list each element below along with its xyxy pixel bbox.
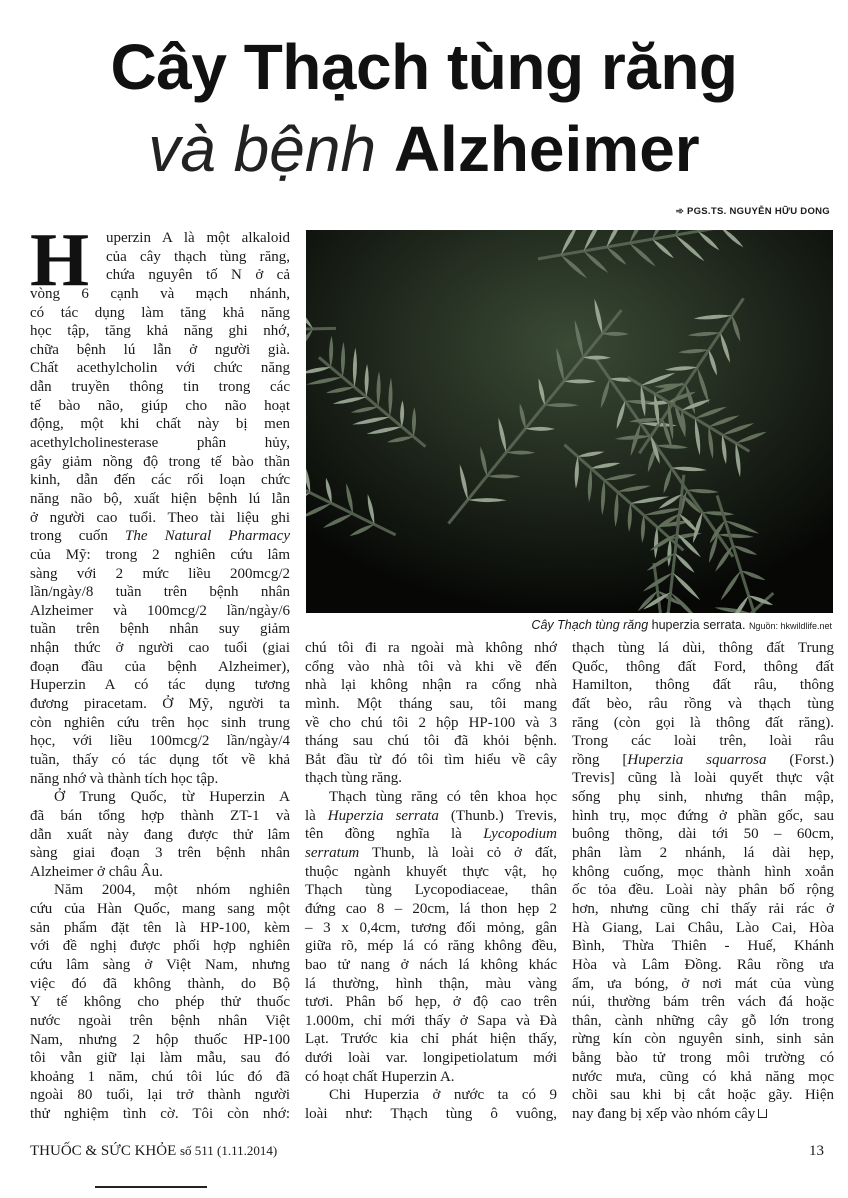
italic-term: Lycopodium <box>483 826 557 843</box>
footer-publication <box>30 1143 277 1160</box>
text-line: tôi vẫn giữ lại làm mẫu, sau đó <box>30 1050 290 1067</box>
text-line: thạch tùng răng. <box>305 770 403 787</box>
italic-term: Huperzia serrata <box>327 807 439 824</box>
text-line: 1.000m, chỉ mới thấy ở Sapa và Đà <box>305 1012 557 1029</box>
article-title-line1: Cây Thạch tùng răng <box>110 31 738 103</box>
page-number: 13 <box>809 1143 824 1159</box>
text-line: Hamilton, thông đất râu, thông <box>572 677 834 694</box>
text-line: Bắt đầu từ đó tôi tìm hiểu về cây <box>305 751 557 768</box>
text-line: cứu lâm sàng ở Việt Nam, nhưng <box>30 956 290 973</box>
drop-cap: H <box>30 218 90 302</box>
text-line: thạch tùng lá dùi, thông đất Trung <box>572 640 834 656</box>
text-line: chú tôi đi ra ngoài mà không nhớ <box>305 640 557 656</box>
byline <box>676 206 830 217</box>
text-line: học tập, tăng khả năng ghi nhớ, <box>30 323 290 340</box>
column-3 <box>572 639 834 1124</box>
text-line: học, với liều 100mcg/2 lần/ngày/4 <box>30 733 290 750</box>
text-line: cổng vào nhà tôi và khi về đến <box>305 658 557 675</box>
text-line: phân làm 2 nhánh, lá dài hẹp, <box>572 845 834 862</box>
text-line: núi, thường bám trên vách đá hoặc <box>572 994 834 1011</box>
column-1 <box>30 229 290 1124</box>
magazine-name: THUỐC & SỨC KHỎE <box>30 1143 177 1159</box>
text-line: nước mưa, cũng có khả năng mọc <box>572 1068 834 1085</box>
text-line: Trevis] cũng là loài quyết thực vật <box>572 770 834 787</box>
text-line: hơn, nhưng cũng chỉ thấy rải rác ở <box>572 900 834 917</box>
text-line: răng (còn gọi là thông đất răng). <box>572 714 834 731</box>
text-line: Quốc, thông đất Ford, thông đất <box>572 658 834 675</box>
text-line: chữa bệnh lú lẫn ở người già. <box>30 341 290 358</box>
text-line: loài như: Thạch tùng ô vuông, <box>305 1106 557 1123</box>
text-line: Ở Trung Quốc, từ Huperzin A <box>54 789 290 806</box>
text-line: vòng 6 cạnh và mạch nhánh, <box>30 285 290 302</box>
text-line: của cây thạch tùng răng, <box>106 248 290 265</box>
text-line: đất bèo, râu rồng và thạch tùng <box>572 695 834 712</box>
text-line: bằng bào tử trong môi trường có <box>572 1050 834 1067</box>
text-line: sản phẩm đặt tên là HP-100, kèm <box>30 919 290 936</box>
text-line: hình trụ, mọc đứng ở phần gốc, sau <box>572 807 834 824</box>
text-line: về cho chú tôi 2 hộp HP-100 và 3 <box>305 714 557 731</box>
text-line: Y tế không cho phép thử thuốc <box>30 994 290 1011</box>
photo-caption <box>531 618 832 634</box>
text-line: serratum Thunb, là loài cỏ ở đất, <box>305 845 557 862</box>
text-line: lần/ngày/8 tuần trên bệnh nhân <box>30 584 290 601</box>
text-line: dẫn xuất này đang được thử lâm <box>30 826 290 843</box>
text-line: Alzheimer và 100mcg/2 lần/ngày/6 <box>30 602 290 619</box>
continue-mark-icon <box>758 1109 767 1118</box>
text-line: chứa nguyên tố N ở cả <box>106 267 290 284</box>
text-line: Năm 2004, một nhóm nghiên <box>54 882 290 899</box>
text-line: Chất acethylcholin với chức năng <box>30 360 290 377</box>
text-line: tuần, thấy có tác dụng tốt về khả <box>30 751 290 768</box>
text-line: Thạch tùng Lycopodiaceae, thân <box>305 882 557 899</box>
text-line: nhận thức ở người cao tuổi (giai <box>30 640 290 657</box>
text-line: kinh, dẫn đến các rối loạn chức <box>30 472 290 489</box>
text-line: nay đang bị xếp vào nhóm cây <box>572 1105 834 1124</box>
text-line: ở người cao tuổi. Theo tài liệu ghi <box>30 509 290 526</box>
caption-species: huperzia serrata. <box>648 618 746 632</box>
text-line: tươi. Phân bố hẹp, ở độ cao trên <box>305 994 557 1011</box>
text-line: tên đồng nghĩa là Lycopodium <box>305 826 557 843</box>
text-line: rừng kín còn nguyên sinh, sinh sản <box>572 1031 834 1048</box>
text-line: dẫn truyền thông tin trong các <box>30 379 290 396</box>
text-line: thử nghiệm tình cờ. Tôi còn nhớ: <box>30 1106 290 1123</box>
text-line: năng nhớ và thành tích học tập. <box>30 770 219 787</box>
author-name: PGS.TS. NGUYỄN HỮU DONG <box>686 206 830 217</box>
text-line: sàng với 2 mức liều 200mcg/2 <box>30 565 290 582</box>
text-line: Thạch tùng răng có tên khoa học <box>329 789 557 806</box>
text-line: rồng [Huperzia squarrosa (Forst.) <box>572 751 834 768</box>
text-line: bao tử nang ở nách lá không khác <box>305 956 557 973</box>
issue-info: số 511 (1.11.2014) <box>179 1143 278 1158</box>
text-line: việc đó đã không thành, do Bộ <box>30 975 290 992</box>
text-line: tháng sau chú tôi đã khỏi bệnh. <box>305 733 557 750</box>
text-line: cứu của Hàn Quốc, mang sang một <box>30 901 290 918</box>
text-line: mình. Một tháng sau, tôi mang <box>305 695 557 712</box>
text-line: động, một khi chất này bị men <box>30 416 290 433</box>
plant-photo <box>306 230 833 613</box>
text-line: là Huperzia serrata (Thunb.) Trevis, <box>305 807 557 824</box>
text-line: tế bào não, giúp cho não hoạt <box>30 397 290 414</box>
text-line: uperzin A là một alkaloid <box>106 230 290 246</box>
text-line: acethylcholinesterase phân hủy, <box>30 435 290 452</box>
text-line: tuần trên bệnh nhân suy giảm <box>30 621 290 638</box>
text-line: nhà lại không nhận ra cổng nhà <box>305 677 557 694</box>
text-line: có hoạt chất Huperzin A. <box>305 1068 455 1085</box>
text-line: có tác dụng làm tăng khả năng <box>30 304 290 321</box>
text-line: ốc tỏa đều. Loài này phân bố rộng <box>572 882 834 899</box>
text-line: Hòa và Lâm Đồng. Râu rồng ưa <box>572 956 834 973</box>
text-line: buông thõng, dài tới 50 – 60cm, <box>572 826 834 843</box>
text-line: với đề nghị được phối hợp nghiên <box>30 938 290 955</box>
text-line: nước ngoài trên bệnh nhân Việt <box>30 1012 290 1029</box>
column-2 <box>305 639 557 1124</box>
text-line: khoảng 1 năm, chú tôi lúc đó đã <box>30 1068 290 1085</box>
text-line: đoạn đầu của bệnh Alzheimer), <box>30 658 290 675</box>
text-line: năng não bộ, xuất hiện bệnh lú lẫn <box>30 490 290 507</box>
title-italic-part: và bệnh <box>148 113 377 185</box>
arrow-icon: ➾ <box>675 206 684 217</box>
text-line: chồi sau khi bị cắt hoặc gãy. Hiện <box>572 1087 834 1104</box>
text-line: ẩm, ưa bóng, ở nơi mát của vùng <box>572 975 834 992</box>
text-line: thuộc ngành khuyết thực vật, họ <box>305 863 557 880</box>
text-line: Chi Huperzia ở nước ta có 9 <box>329 1087 557 1104</box>
caption-plant-name: Cây Thạch tùng răng <box>531 618 649 632</box>
text-line: còn nghiên cứu trên học sinh trung <box>30 714 290 731</box>
italic-term: The Natural Pharmacy <box>125 528 290 545</box>
text-line: Huperzin A có tác dụng tương <box>30 677 290 694</box>
italic-term: serratum <box>305 845 360 862</box>
text-line: không cuống, mọc thành hình xoắn <box>572 863 834 880</box>
footer-rule <box>95 1186 207 1188</box>
article-title-line2 <box>0 112 848 186</box>
text-line: Bình, Thừa Thiên - Huế, Khánh <box>572 938 834 955</box>
text-line: Lạt. Trước kia chỉ phát hiện thấy, <box>305 1031 557 1048</box>
title-bold-part: Alzheimer <box>393 113 700 185</box>
text-line: thân, cành những cây gỗ lớn trong <box>572 1012 834 1029</box>
text-line: trong cuốn The Natural Pharmacy <box>30 528 290 545</box>
text-line: Nam, nhưng 2 hộp thuốc HP-100 <box>30 1031 290 1048</box>
text-line: gây giảm nồng độ trong tế bào thần <box>30 453 290 470</box>
text-line: giữa rõ, mép lá có răng không đều, <box>305 938 557 955</box>
text-line: Alzheimer ở châu Âu. <box>30 863 163 880</box>
text-line: Hà Giang, Lai Châu, Lào Cai, Hòa <box>572 919 834 936</box>
text-line: của Mỹ: trong 2 nghiên cứu lâm <box>30 546 290 563</box>
caption-source: Nguồn: hkwildlife.net <box>748 621 832 631</box>
text-line: đã bán tổng hợp thành ZT-1 và <box>30 807 290 824</box>
fern-foliage-image <box>306 230 833 613</box>
text-line: Trong các loài trên, loài râu <box>572 733 834 750</box>
text-line: sàng giai đoạn 3 trên bệnh nhân <box>30 845 290 862</box>
text-line: đứng cao 8 – 20cm, lá thon hẹp 2 <box>305 900 557 917</box>
text-line: đương piracetam. Ở Mỹ, người ta <box>30 696 290 713</box>
text-line: ngoài 80 tuổi, lại trở thành người <box>30 1087 290 1104</box>
text-line: dưới loài var. longipetiolatum mới <box>305 1050 557 1067</box>
italic-term: Huperzia squarrosa <box>627 751 767 768</box>
text-line: lá thường, hình thận, màu vàng <box>305 975 557 992</box>
text-line: – 3 x 0,4cm, tương đối mỏng, gân <box>305 919 557 936</box>
text-line: sống phụ sinh, nhưng thân mập, <box>572 789 834 806</box>
